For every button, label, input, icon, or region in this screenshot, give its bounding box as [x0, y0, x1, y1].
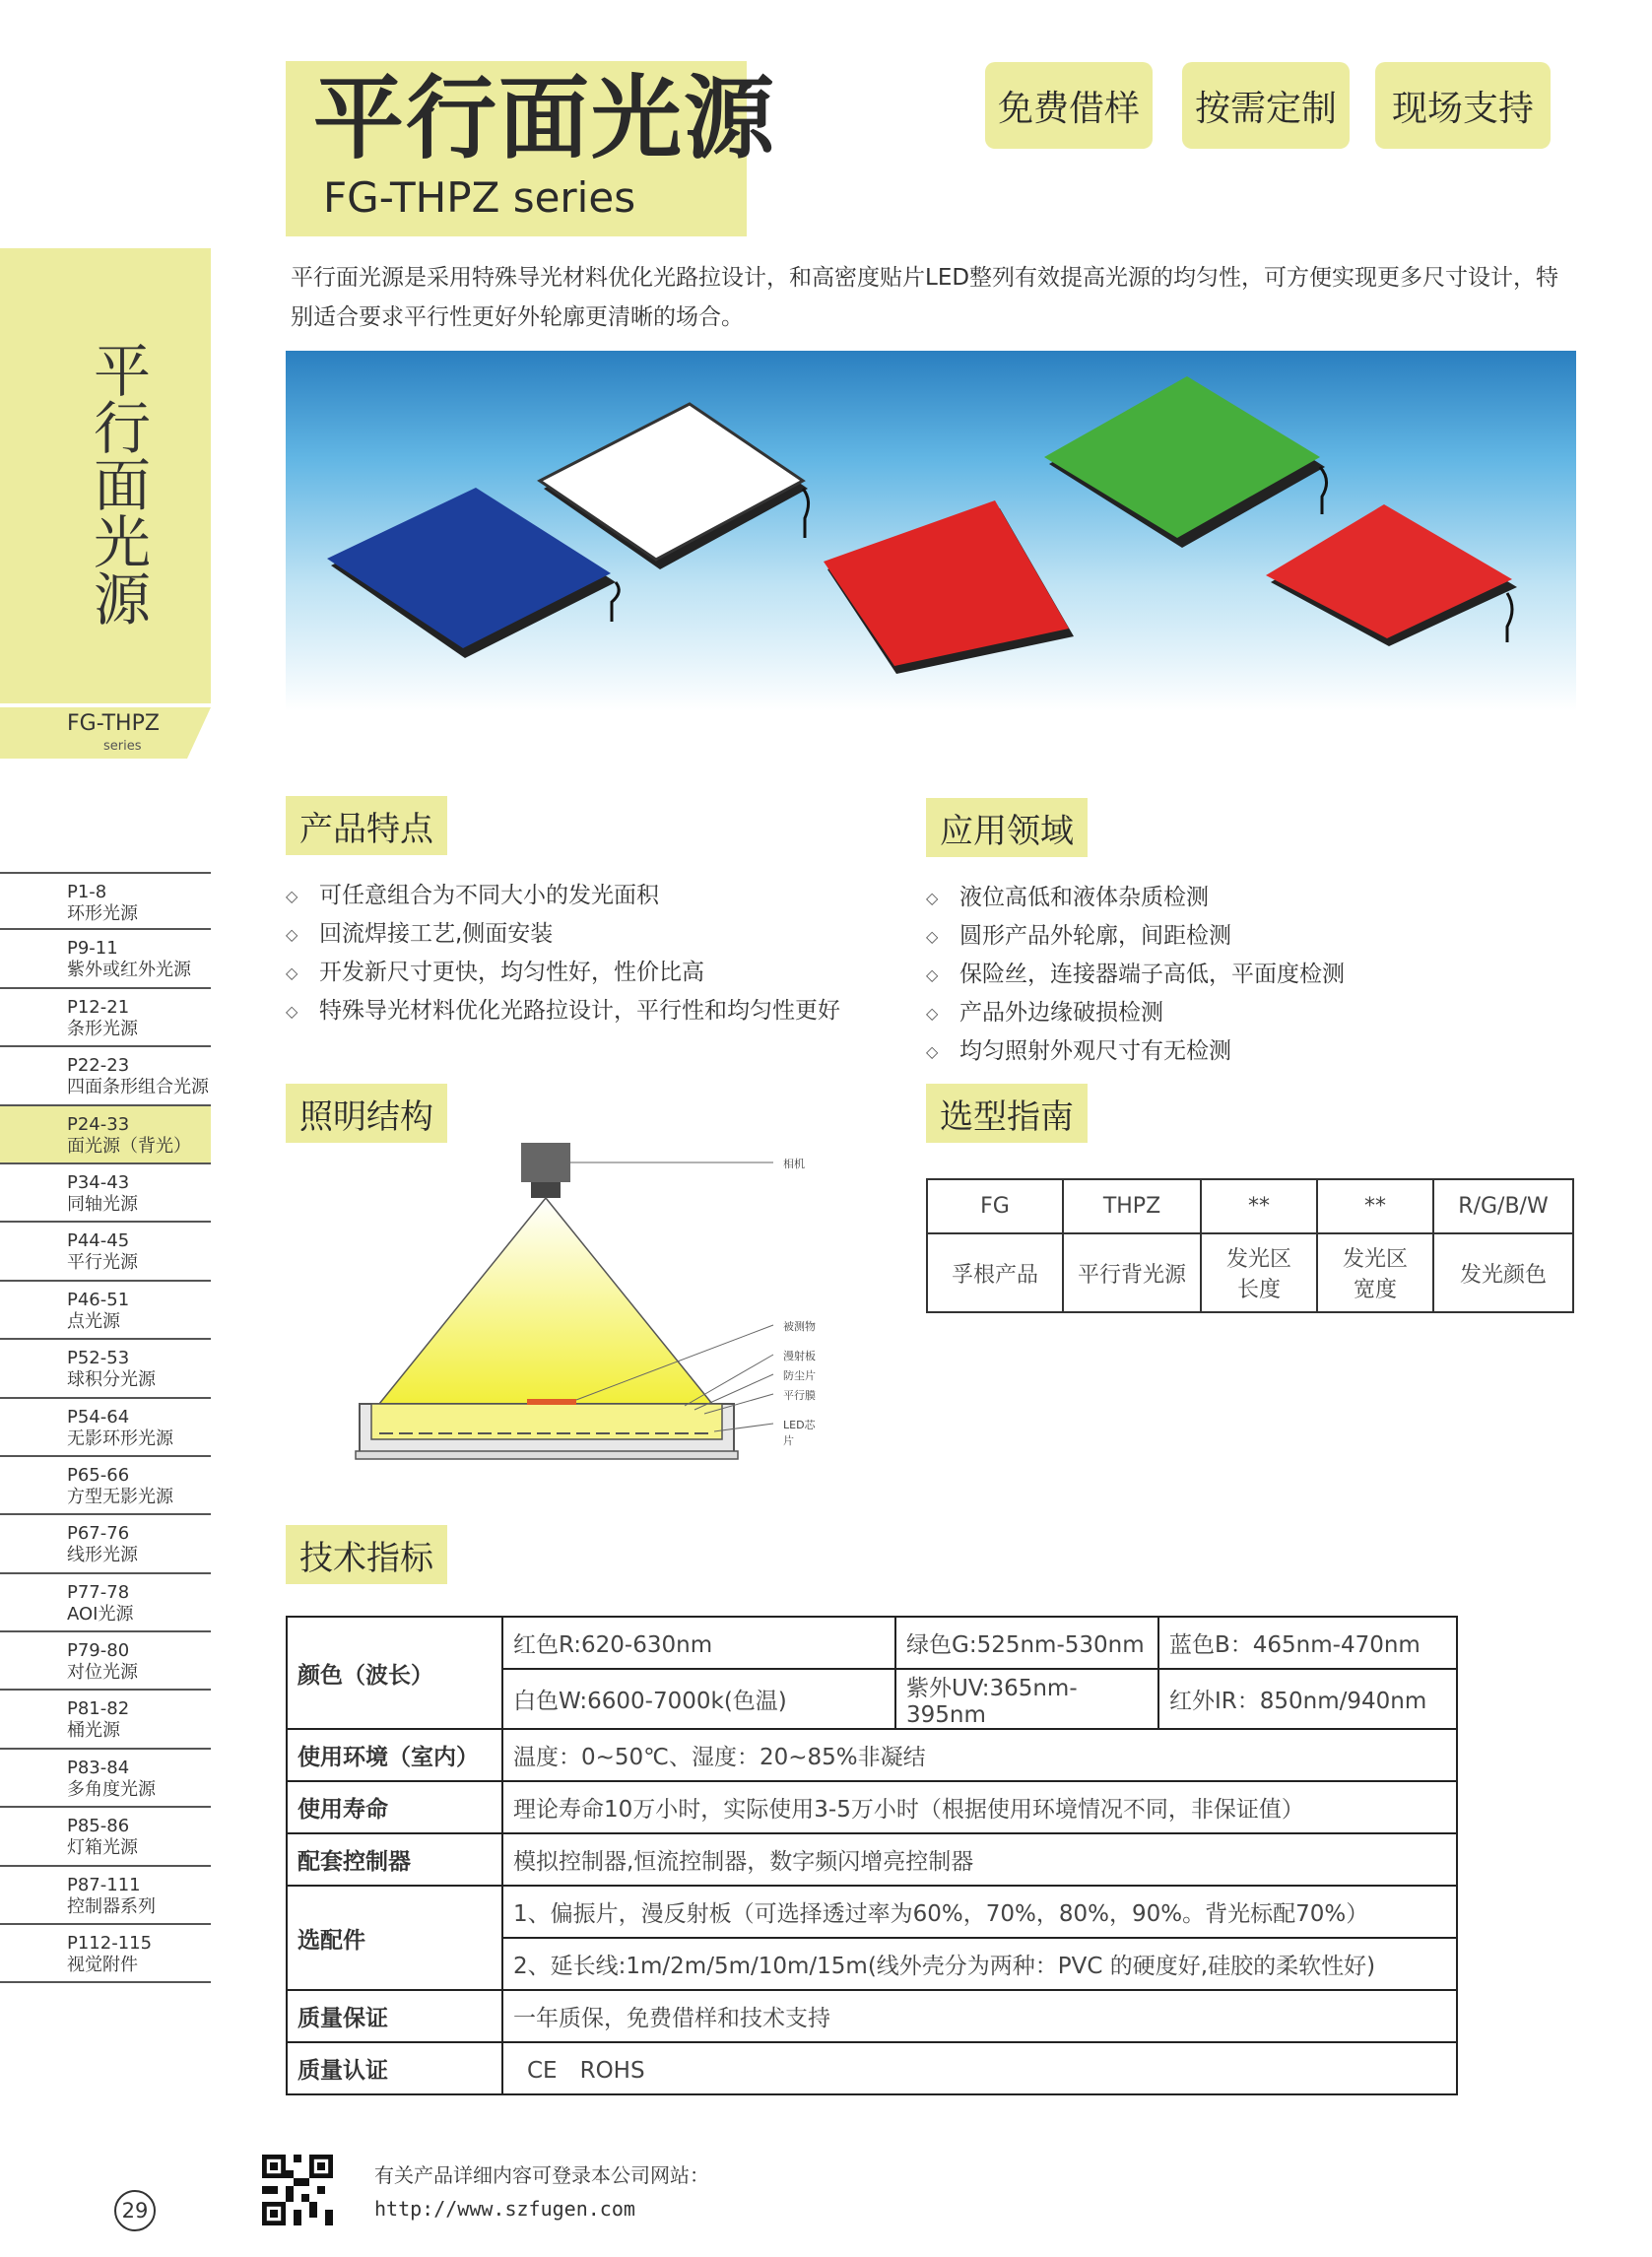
spec-value: 蓝色B：465nm-470nm — [1158, 1617, 1457, 1669]
tag-free-sample: 免费借样 — [985, 62, 1153, 149]
intro-text: 平行面光源是采用特殊导光材料优化光路拉设计，和高密度贴片LED整列有效提高光源的均匀性，可方便实现更多尺寸设计，特别适合要求平行性更好外轮廓更清晰的场合。 — [291, 265, 1559, 330]
spec-value: 1、偏振片，漫反射板（可选择透过率为60%，70%，80%，90%。背光标配70%） — [502, 1886, 1457, 1938]
spec-label: 质量认证 — [287, 2042, 502, 2094]
sidebar-item[interactable]: P112-115 视觉附件 — [0, 1925, 211, 1983]
spec-label: 质量保证 — [287, 1990, 502, 2042]
sidebar-item[interactable]: P52-53 球积分光源 — [0, 1340, 211, 1398]
section-features-title: 产品特点 — [286, 796, 447, 855]
white-panel-image — [540, 404, 809, 569]
label-led-chip: LED芯片 — [783, 1419, 816, 1447]
selection-meaning: 孚根产品 — [927, 1233, 1063, 1312]
features-list — [286, 877, 840, 1030]
sidebar-item[interactable]: P44-45 平行光源 — [0, 1223, 211, 1281]
section-selection-title: 选型指南 — [926, 1084, 1088, 1143]
diamond-bullet-icon: ◇ — [926, 1004, 939, 1023]
diamond-bullet-icon: ◇ — [286, 887, 298, 905]
table-row — [287, 1781, 1457, 1833]
selection-code: ** — [1201, 1179, 1317, 1233]
camera-lens — [531, 1182, 561, 1198]
applications-list — [926, 879, 1345, 1071]
spec-value: 红外IR：850nm/940nm — [1158, 1669, 1457, 1729]
diamond-bullet-icon: ◇ — [926, 927, 939, 946]
table-row — [287, 1990, 1457, 2042]
label-dust-cover: 防尘片 — [783, 1369, 816, 1382]
table-row — [287, 1833, 1457, 1886]
sidebar-item[interactable]: P9-11 紫外或红外光源 — [0, 930, 211, 988]
diamond-bullet-icon: ◇ — [286, 925, 298, 944]
list-item: ◇ 特殊导光材料优化光路拉设计，平行性和均匀性更好 — [286, 992, 840, 1030]
label-parallel-film: 平行膜 — [783, 1389, 816, 1402]
sidebar-item[interactable]: P65-66 方型无影光源 — [0, 1457, 211, 1515]
list-item: ◇ 产品外边缘破损检测 — [926, 994, 1345, 1032]
sidebar-item[interactable]: P79-80 对位光源 — [0, 1632, 211, 1691]
selection-guide-table — [926, 1178, 1574, 1313]
diamond-bullet-icon: ◇ — [926, 1042, 939, 1061]
section-structure-title: 照明结构 — [286, 1084, 447, 1143]
object-under-test — [527, 1399, 576, 1405]
section-specs-title: 技术指标 — [286, 1525, 447, 1584]
list-item: ◇ 圆形产品外轮廓，间距检测 — [926, 917, 1345, 956]
selection-code: ** — [1317, 1179, 1433, 1233]
selection-meaning: 发光颜色 — [1433, 1233, 1573, 1312]
tag-onsite-support: 现场支持 — [1375, 62, 1551, 149]
selection-meaning: 平行背光源 — [1063, 1233, 1201, 1312]
page-number: 29 — [114, 2190, 156, 2231]
sidebar-nav — [0, 872, 211, 1983]
sidebar-item[interactable]: P12-21 条形光源 — [0, 989, 211, 1047]
table-row — [287, 1886, 1457, 1938]
section-applications-title: 应用领域 — [926, 798, 1088, 857]
spec-value: CE ROHS — [502, 2042, 1457, 2094]
housing-base — [356, 1451, 738, 1459]
sidebar-item[interactable]: P77-78 AOI光源 — [0, 1574, 211, 1632]
lighting-structure-diagram — [350, 1138, 823, 1468]
red-panel-image — [1266, 504, 1517, 646]
selection-code: R/G/B/W — [1433, 1179, 1573, 1233]
spec-value: 紫外UV:365nm-395nm — [895, 1669, 1158, 1729]
list-item: ◇ 液位高低和液体杂质检测 — [926, 879, 1345, 917]
sidebar-item[interactable]: P34-43 同轴光源 — [0, 1164, 211, 1223]
diamond-bullet-icon: ◇ — [926, 965, 939, 984]
spec-label: 使用寿命 — [287, 1781, 502, 1833]
selection-meaning: 发光区长度 — [1201, 1233, 1317, 1312]
table-row — [287, 1729, 1457, 1781]
list-item: ◇ 回流焊接工艺,侧面安装 — [286, 915, 840, 954]
product-photo — [286, 351, 1576, 711]
table-row — [287, 2042, 1457, 2094]
sidebar-title: 平行面光源 — [94, 338, 152, 633]
sidebar-series-code: FG-THPZ — [67, 711, 160, 736]
sidebar-item[interactable]: P54-64 无影环形光源 — [0, 1399, 211, 1457]
page-title: 平行面光源 — [313, 66, 777, 171]
spec-label: 颜色（波长） — [287, 1617, 502, 1729]
sidebar-series-tab — [0, 707, 211, 759]
list-item: ◇ 均匀照射外观尺寸有无检测 — [926, 1032, 1345, 1071]
sidebar-item[interactable]: P85-86 灯箱光源 — [0, 1808, 211, 1866]
label-camera: 相机 — [783, 1158, 805, 1170]
green-panel-image — [1044, 376, 1327, 548]
spec-value: 白色W:6600-7000k(色温) — [502, 1669, 895, 1729]
camera-body — [521, 1143, 570, 1182]
spec-label: 选配件 — [287, 1886, 502, 1990]
diamond-bullet-icon: ◇ — [926, 889, 939, 907]
sidebar-item[interactable]: P67-76 线形光源 — [0, 1515, 211, 1573]
spec-table — [286, 1616, 1458, 2095]
spec-value: 理论寿命10万小时，实际使用3-5万小时（根据使用环境情况不同，非保证值） — [502, 1781, 1457, 1833]
list-item: ◇ 开发新尺寸更快，均匀性好，性价比高 — [286, 954, 840, 992]
diamond-bullet-icon: ◇ — [286, 963, 298, 982]
sidebar-item-active[interactable]: P24-33 面光源（背光） — [0, 1106, 211, 1164]
diamond-bullet-icon: ◇ — [286, 1002, 298, 1021]
footer-text: 有关产品详细内容可登录本公司网站： — [374, 2163, 709, 2187]
sidebar-item[interactable]: P1-8 环形光源 — [0, 872, 211, 930]
list-item: ◇ 保险丝，连接器端子高低，平面度检测 — [926, 956, 1345, 994]
list-item: ◇ 可任意组合为不同大小的发光面积 — [286, 877, 840, 915]
spec-value: 温度：0~50℃、湿度：20~85%非凝结 — [502, 1729, 1457, 1781]
spec-value: 红色R:620-630nm — [502, 1617, 895, 1669]
qr-code-icon — [262, 2155, 333, 2225]
blue-panel-image — [327, 488, 619, 658]
label-diffuser: 漫射板 — [783, 1350, 816, 1362]
page-subtitle: FG-THPZ series — [323, 173, 636, 222]
spec-label: 使用环境（室内） — [287, 1729, 502, 1781]
sidebar-item[interactable]: P46-51 点光源 — [0, 1282, 211, 1340]
spec-value: 一年质保，免费借样和技术支持 — [502, 1990, 1457, 2042]
spec-value: 绿色G:525nm-530nm — [895, 1617, 1158, 1669]
label-object: 被测物 — [783, 1320, 816, 1333]
sidebar-item[interactable]: P87-111 控制器系列 — [0, 1867, 211, 1925]
selection-code: FG — [927, 1179, 1063, 1233]
sidebar-item[interactable]: P83-84 多角度光源 — [0, 1750, 211, 1808]
website-link[interactable]: http://www.szfugen.com — [374, 2197, 635, 2221]
sidebar-item[interactable]: P22-23 四面条形组合光源 — [0, 1047, 211, 1105]
selection-meaning: 发光区宽度 — [1317, 1233, 1433, 1312]
sidebar-item[interactable]: P81-82 桶光源 — [0, 1691, 211, 1749]
light-cone — [379, 1198, 712, 1404]
spec-value: 模拟控制器,恒流控制器，数字频闪增亮控制器 — [502, 1833, 1457, 1886]
selection-code: THPZ — [1063, 1179, 1201, 1233]
spec-value: 2、延长线:1m/2m/5m/10m/15m(线外壳分为两种：PVC 的硬度好,硅胶的柔软性好) — [502, 1938, 1457, 1990]
spec-label: 配套控制器 — [287, 1833, 502, 1886]
tag-custom: 按需定制 — [1182, 62, 1350, 149]
table-row — [287, 1617, 1457, 1669]
red-panel-image — [824, 500, 1074, 674]
sidebar-series-word: series — [103, 739, 142, 754]
